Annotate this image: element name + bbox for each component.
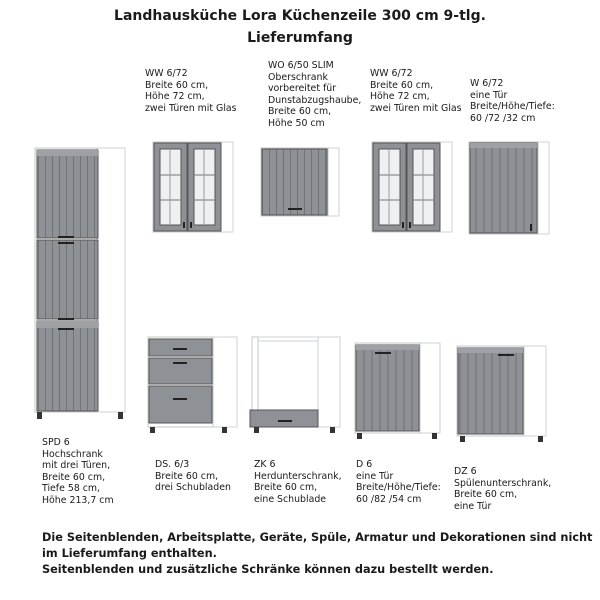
footer-line-2: im Lieferumfang enthalten. xyxy=(42,547,217,560)
label-ww-right: WW 6/72 Breite 60 cm, Höhe 72 cm, zwei Türen mit Glas xyxy=(370,68,462,114)
footer-line-3: Seitenblenden und zusätzliche Schränke können dazu bestellt werden. xyxy=(42,563,494,576)
page-subtitle: Lieferumfang xyxy=(247,30,353,46)
cabinet-zk xyxy=(250,337,340,433)
cabinet-ww-right xyxy=(372,142,452,232)
cabinet-ds xyxy=(148,337,237,433)
label-w: W 6/72 eine Tür Breite/Höhe/Tiefe: 60 /72 /32 cm xyxy=(470,78,555,124)
cabinet-ww-left xyxy=(153,142,233,232)
cabinet-spd6 xyxy=(35,148,125,419)
footer-line-1: Die Seitenblenden, Arbeitsplatte, Geräte, Spüle, Armatur und Dekorationen sind nicht xyxy=(42,531,593,544)
label-dz: DZ 6 Spülenunterschrank, Breite 60 cm, eine Tür xyxy=(454,466,552,512)
cabinet-w xyxy=(469,142,549,234)
label-wo-slim: WO 6/50 SLIM Oberschrank vorbereitet für Dunstabzugshaube, Breite 60 cm, Höhe 50 cm xyxy=(268,60,362,129)
cabinet-dz xyxy=(457,346,546,442)
page-title: Landhausküche Lora Küchenzeile 300 cm 9-tlg. xyxy=(114,8,486,24)
cabinet-d xyxy=(355,343,440,439)
label-d: D 6 eine Tür Breite/Höhe/Tiefe: 60 /82 /54 cm xyxy=(356,459,441,505)
label-zk: ZK 6 Herdunterschrank, Breite 60 cm, eine Schublade xyxy=(254,459,342,505)
label-ds: DS. 6/3 Breite 60 cm, drei Schubladen xyxy=(155,459,231,494)
cabinet-wo-slim xyxy=(261,148,339,216)
label-spd: SPD 6 Hochschrank mit drei Türen, Breite 60 cm, Tiefe 58 cm, Höhe 213,7 cm xyxy=(42,437,114,506)
label-ww-left: WW 6/72 Breite 60 cm, Höhe 72 cm, zwei Türen mit Glas xyxy=(145,68,237,114)
